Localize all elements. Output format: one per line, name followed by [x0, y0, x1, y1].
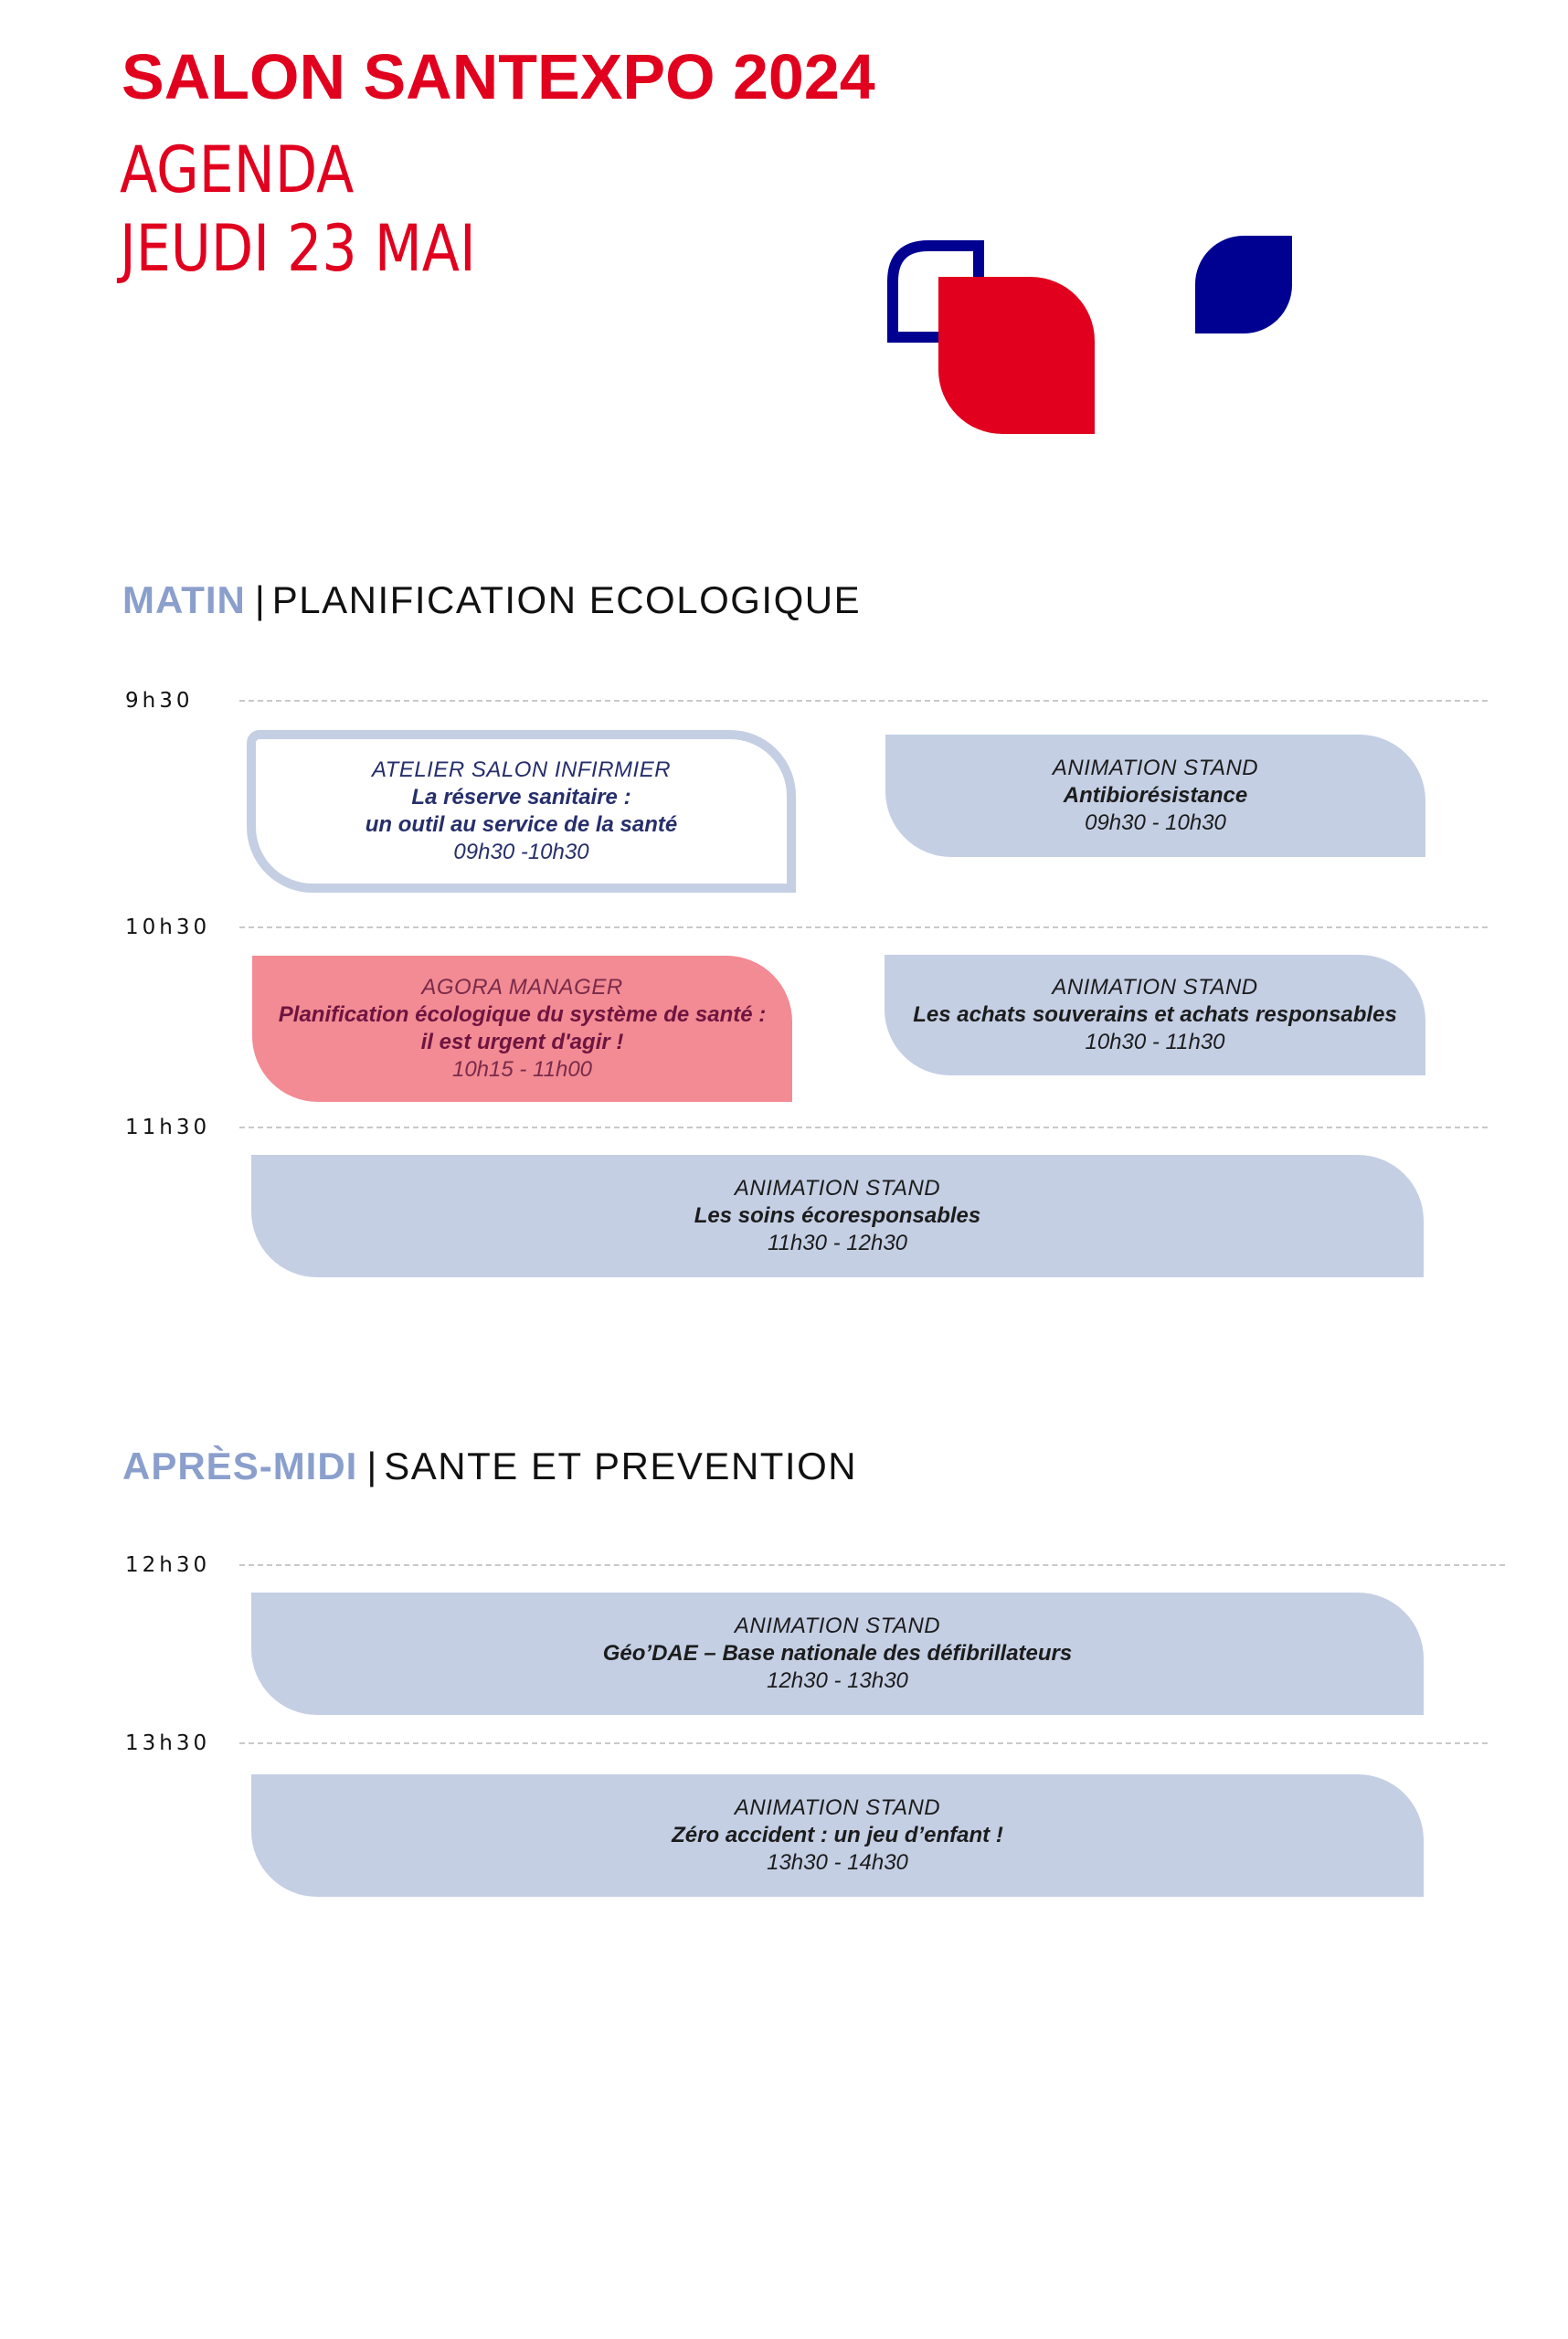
event-title-line: Zéro accident : un jeu d’enfant !	[672, 1823, 1003, 1847]
event-category: ANIMATION STAND	[734, 1614, 941, 1638]
section-theme: SANTE ET PREVENTION	[384, 1445, 858, 1487]
event-title-line: Antibiorésistance	[1063, 783, 1248, 808]
time-label: 9h30	[125, 689, 194, 713]
event-category: AGORA MANAGER	[421, 975, 623, 1000]
heading-separator: |	[254, 578, 265, 621]
event-title-line: un outil au service de la santé	[365, 812, 678, 837]
event-title: SALON SANTEXPO 2024	[122, 41, 875, 112]
event-category: ANIMATION STAND	[1052, 975, 1258, 1000]
red-leaf-icon	[938, 277, 1095, 434]
event-card[interactable]	[252, 956, 792, 1102]
event-title-line: Géo’DAE – Base nationale des défibrillateurs	[602, 1641, 1073, 1666]
event-time: 12h30 - 13h30	[767, 1668, 908, 1693]
marianne-leaf-shapes-logo	[877, 228, 1307, 448]
time-label: 11h30	[125, 1116, 211, 1139]
event-card[interactable]	[251, 1155, 1424, 1277]
event-card[interactable]	[885, 955, 1425, 1075]
event-card[interactable]	[885, 735, 1425, 857]
time-divider	[239, 926, 1488, 928]
time-divider	[239, 1564, 1505, 1566]
period-label: MATIN	[122, 578, 246, 621]
event-card[interactable]	[251, 1774, 1424, 1897]
event-category: ANIMATION STAND	[734, 1795, 941, 1820]
event-title-line: Les soins écoresponsables	[694, 1203, 981, 1228]
agenda-date: JEUDI 23 MAI	[120, 211, 476, 286]
event-time: 09h30 - 10h30	[1085, 810, 1226, 835]
event-time: 13h30 - 14h30	[767, 1850, 908, 1875]
period-label: APRÈS-MIDI	[122, 1445, 358, 1487]
event-title-line: Planification écologique du système de santé :	[278, 1002, 767, 1027]
event-title-line: Les achats souverains et achats responsables	[913, 1002, 1397, 1027]
agenda-heading: AGENDA	[120, 132, 355, 207]
event-card[interactable]	[251, 1593, 1424, 1715]
event-category: ANIMATION STAND	[734, 1176, 941, 1201]
blue-leaf-icon	[1195, 236, 1292, 333]
event-time: 10h30 - 11h30	[1085, 1030, 1225, 1054]
time-label: 10h30	[125, 915, 211, 939]
heading-separator: |	[366, 1445, 377, 1487]
event-time: 10h15 - 11h00	[451, 1057, 593, 1082]
time-divider	[239, 1742, 1488, 1744]
event-title-line: La réserve sanitaire :	[411, 785, 631, 810]
event-category: ATELIER SALON INFIRMIER	[371, 757, 672, 782]
event-category: ANIMATION STAND	[1052, 756, 1259, 780]
time-label: 13h30	[125, 1731, 211, 1755]
time-divider	[239, 1127, 1488, 1128]
section-heading-afternoon	[122, 1444, 857, 1489]
event-time: 11h30 - 12h30	[767, 1231, 908, 1255]
section-heading-morning	[122, 577, 861, 623]
time-label: 12h30	[125, 1553, 211, 1577]
section-theme: PLANIFICATION ECOLOGIQUE	[271, 578, 862, 621]
time-divider	[239, 700, 1488, 702]
event-title-line: il est urgent d'agir !	[420, 1030, 624, 1054]
event-card[interactable]	[247, 730, 796, 893]
event-time: 09h30 -10h30	[453, 840, 589, 864]
